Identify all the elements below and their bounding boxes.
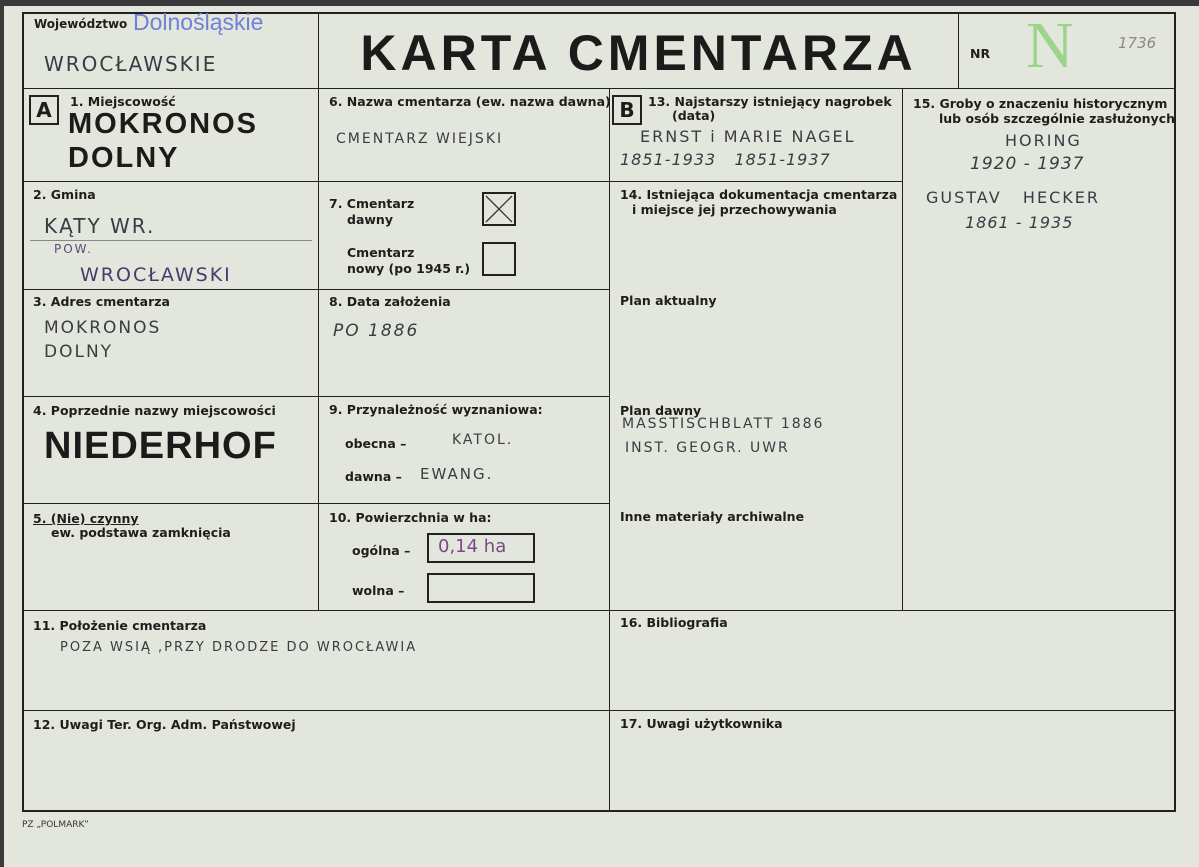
field-15-label: 15. Groby o znaczeniu historycznym bbox=[913, 96, 1168, 111]
field-6-label: 6. Nazwa cmentarza (ew. nazwa dawna) bbox=[329, 94, 611, 109]
field-10-free-label: wolna – bbox=[352, 583, 405, 598]
plan-old-value-line1: MASSTISCHBLATT 1886 bbox=[622, 416, 825, 432]
field-9-former-label: dawna – bbox=[345, 469, 402, 484]
archival-materials-label: Inne materiały archiwalne bbox=[620, 509, 805, 524]
plan-old-value-line2: INST. GEOGR. UWR bbox=[625, 440, 790, 456]
field-9-label: 9. Przynależność wyznaniowa: bbox=[329, 402, 543, 417]
field-13-label: 13. Najstarszy istniejący nagrobek bbox=[648, 94, 892, 109]
grave-line-2: 1920 - 1937 bbox=[970, 154, 1085, 174]
number-label: NR bbox=[970, 46, 991, 61]
total-area-value: 0,14 ha bbox=[438, 536, 507, 557]
field-13-value-line1: ERNST i MARIE NAGEL bbox=[640, 127, 856, 146]
field-1-value-line2: DOLNY bbox=[68, 142, 180, 174]
field-2-underline bbox=[30, 240, 312, 241]
voivodeship-label: Województwo bbox=[34, 17, 128, 31]
number-letter: N bbox=[1026, 9, 1074, 82]
printer-imprint: PZ „POLMARK” bbox=[22, 820, 89, 830]
field-3-label: 3. Adres cmentarza bbox=[33, 294, 170, 309]
scan-edge-top bbox=[0, 0, 1199, 6]
field-14-sublabel: i miejsce jej przechowywania bbox=[632, 202, 837, 217]
grave-line-3: GUSTAV HECKER bbox=[926, 188, 1100, 207]
field-11-label: 11. Położenie cmentarza bbox=[33, 618, 207, 633]
field-2-value-line3: WROCŁAWSKI bbox=[80, 264, 232, 286]
field-11-value: POZA WSIĄ ,PRZY DRODZE DO WROCŁAWIA bbox=[60, 640, 418, 655]
field-4-value: NIEDERHOF bbox=[44, 425, 277, 467]
field-8-label: 8. Data założenia bbox=[329, 294, 451, 309]
grave-line-4: 1861 - 1935 bbox=[965, 213, 1074, 232]
field-7-new-sublabel: nowy (po 1945 r.) bbox=[347, 261, 471, 276]
grave-line-1: HORING bbox=[1005, 131, 1082, 150]
field-9-former-value: EWANG. bbox=[420, 465, 494, 483]
field-4-label: 4. Poprzednie nazwy miejscowości bbox=[33, 403, 276, 418]
field-2-value-line2: POW. bbox=[54, 242, 93, 256]
section-a-marker: A bbox=[29, 95, 59, 125]
field-9-current-value: KATOL. bbox=[452, 432, 514, 448]
free-area-field[interactable] bbox=[427, 573, 535, 603]
plan-old-label: Plan dawny bbox=[620, 403, 702, 418]
field-10-label: 10. Powierzchnia w ha: bbox=[329, 510, 492, 525]
field-10-total-label: ogólna – bbox=[352, 543, 411, 558]
card-title: KARTA CMENTARZA bbox=[360, 25, 917, 81]
field-3-value-line2: DOLNY bbox=[44, 342, 114, 362]
voivodeship-value: WROCŁAWSKIE bbox=[44, 52, 218, 76]
field-2-label: 2. Gmina bbox=[33, 187, 96, 202]
field-6-value: CMENTARZ WIEJSKI bbox=[336, 131, 504, 147]
field-13-value-line2: 1851-1933 1851-1937 bbox=[620, 150, 831, 169]
number-value: 1736 bbox=[1118, 34, 1157, 52]
field-12-label: 12. Uwagi Ter. Org. Adm. Państwowej bbox=[33, 717, 296, 732]
field-14-label: 14. Istniejąca dokumentacja cmentarza bbox=[620, 187, 898, 202]
field-17-label: 17. Uwagi użytkownika bbox=[620, 716, 783, 731]
field-7-old-sublabel: dawny bbox=[347, 212, 393, 227]
field-8-value: PO 1886 bbox=[333, 321, 420, 341]
field-14-cell bbox=[609, 181, 903, 611]
field-5-label: 5. (Nie) czynny bbox=[33, 511, 139, 526]
field-7-new-label: Cmentarz bbox=[347, 245, 415, 260]
field-13-sublabel: (data) bbox=[672, 108, 716, 123]
field-1-label: 1. Miejscowość bbox=[70, 94, 176, 109]
scan-edge-left bbox=[0, 0, 4, 867]
field-1-value-line1: MOKRONOS bbox=[68, 108, 258, 140]
field-16-label: 16. Bibliografia bbox=[620, 615, 728, 630]
field-7-old-label: 7. Cmentarz bbox=[329, 196, 415, 211]
field-3-value-line1: MOKRONOS bbox=[44, 318, 162, 338]
field-5-sublabel: ew. podstawa zamknięcia bbox=[51, 525, 231, 540]
old-cemetery-checkbox[interactable] bbox=[482, 192, 516, 226]
section-b-marker: B bbox=[612, 95, 642, 125]
field-9-current-label: obecna – bbox=[345, 436, 407, 451]
field-15-sublabel: lub osób szczególnie zasłużonych bbox=[939, 111, 1176, 126]
new-cemetery-checkbox[interactable] bbox=[482, 242, 516, 276]
plan-current-label: Plan aktualny bbox=[620, 293, 717, 308]
field-2-value-line1: KĄTY WR. bbox=[44, 214, 156, 238]
checked-x-icon bbox=[484, 194, 514, 224]
voivodeship-stamp: Dolnośląskie bbox=[133, 9, 264, 35]
